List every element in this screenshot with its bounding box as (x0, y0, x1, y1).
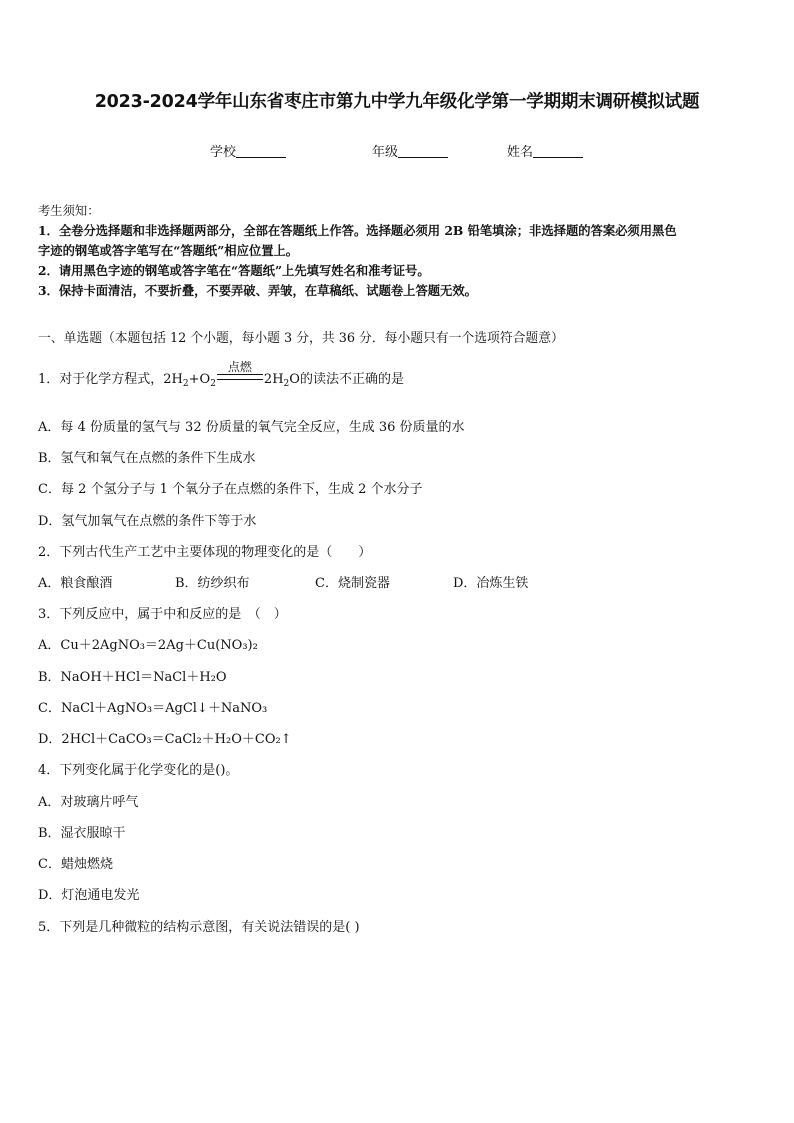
reaction-condition-arrow (217, 360, 263, 387)
q4-option-d: D．灯泡通电发光 (38, 888, 140, 903)
page-title: 2023-2024学年山东省枣庄市第九中学九年级化学第一学期期末调研模拟试题 (94, 92, 700, 112)
notice-heading: 考生须知： (38, 204, 100, 218)
notice-item-3: 3．保持卡面清洁，不要折叠，不要弄破、弄皱，在草稿纸、试题卷上答题无效。 (38, 283, 477, 298)
exam-notice (38, 201, 677, 301)
school-blank[interactable] (236, 145, 286, 158)
name-blank[interactable] (533, 145, 583, 158)
q4-option-c: C．蜡烛燃烧 (38, 857, 113, 872)
q2-option-c: C．烧制瓷器 (315, 576, 390, 591)
q2-stem: 2．下列古代生产工艺中主要体现的物理变化的是（ ） (38, 545, 372, 560)
q1-stem (38, 360, 404, 389)
q3-option-b: B．NaOH＋HCl＝NaCl＋H₂O (38, 670, 227, 685)
section1-heading: 一、单选题（本题包括 12 个小题，每小题 3 分，共 36 分．每小题只有一个选项符合题意） (38, 331, 564, 346)
q1-option-b: B．氢气和氧气在点燃的条件下生成水 (38, 451, 256, 466)
q3-option-c: C．NaCl＋AgNO₃＝AgCl↓＋NaNO₃ (38, 701, 268, 716)
q1-option-c: C．每 2 个氢分子与 1 个氧分子在点燃的条件下，生成 2 个水分子 (38, 482, 423, 497)
q1-option-d: D．氢气加氧气在点燃的条件下等于水 (38, 514, 257, 529)
q4-option-b: B．湿衣服晾干 (38, 826, 126, 841)
q4-stem: 4．下列变化属于化学变化的是()。 (38, 763, 239, 778)
q2-option-d: D．冶炼生铁 (453, 576, 529, 591)
q4-option-a: A．对玻璃片呼气 (38, 795, 139, 810)
q1-stem-suffix: 的读法不正确的是 (299, 372, 404, 387)
q1-option-a: A．每 4 份质量的氢气与 32 份质量的氧气完全反应，生成 36 份质量的水 (38, 420, 465, 435)
grade-field[interactable] (372, 141, 448, 160)
notice-item-1-cont: 字迹的钢笔或答字笔写在“答题纸”相应位置上。 (38, 243, 299, 258)
reaction-condition: 点燃 (227, 360, 252, 374)
name-label: 姓名 (507, 145, 534, 160)
q5-stem: 5．下列是几种微粒的结构示意图，有关说法错误的是( ) (38, 920, 360, 935)
notice-item-2: 2．请用黑色字迹的钢笔或答字笔在“答题纸”上先填写姓名和准考证号。 (38, 263, 430, 278)
q1-equation: $2H_2+O_2$ 点燃 $2H_2O$ (163, 360, 300, 389)
q1-stem-prefix: 1．对于化学方程式， (38, 372, 164, 387)
q3-stem: 3．下列反应中，属于中和反应的是 （ ） (38, 607, 287, 622)
notice-item-1: 1．全卷分选择题和非选择题两部分，全部在答题纸上作答。选择题必须用 2B 铅笔填涂；非选择题的答案必须用黑色 (38, 223, 677, 238)
q2-option-a: A．粮食酿酒 (38, 576, 113, 591)
school-label: 学校 (210, 145, 237, 160)
q3-option-a: A．Cu＋2AgNO₃＝2Ag＋Cu(NO₃)₂ (38, 638, 258, 653)
q3-option-d: D．2HCl＋CaCO₃＝CaCl₂＋H₂O＋CO₂↑ (38, 732, 292, 747)
name-field[interactable] (507, 141, 583, 160)
q2-option-b: B．纺纱织布 (175, 576, 250, 591)
grade-blank[interactable] (398, 145, 448, 158)
school-field[interactable] (210, 141, 286, 160)
grade-label: 年级 (372, 145, 399, 160)
